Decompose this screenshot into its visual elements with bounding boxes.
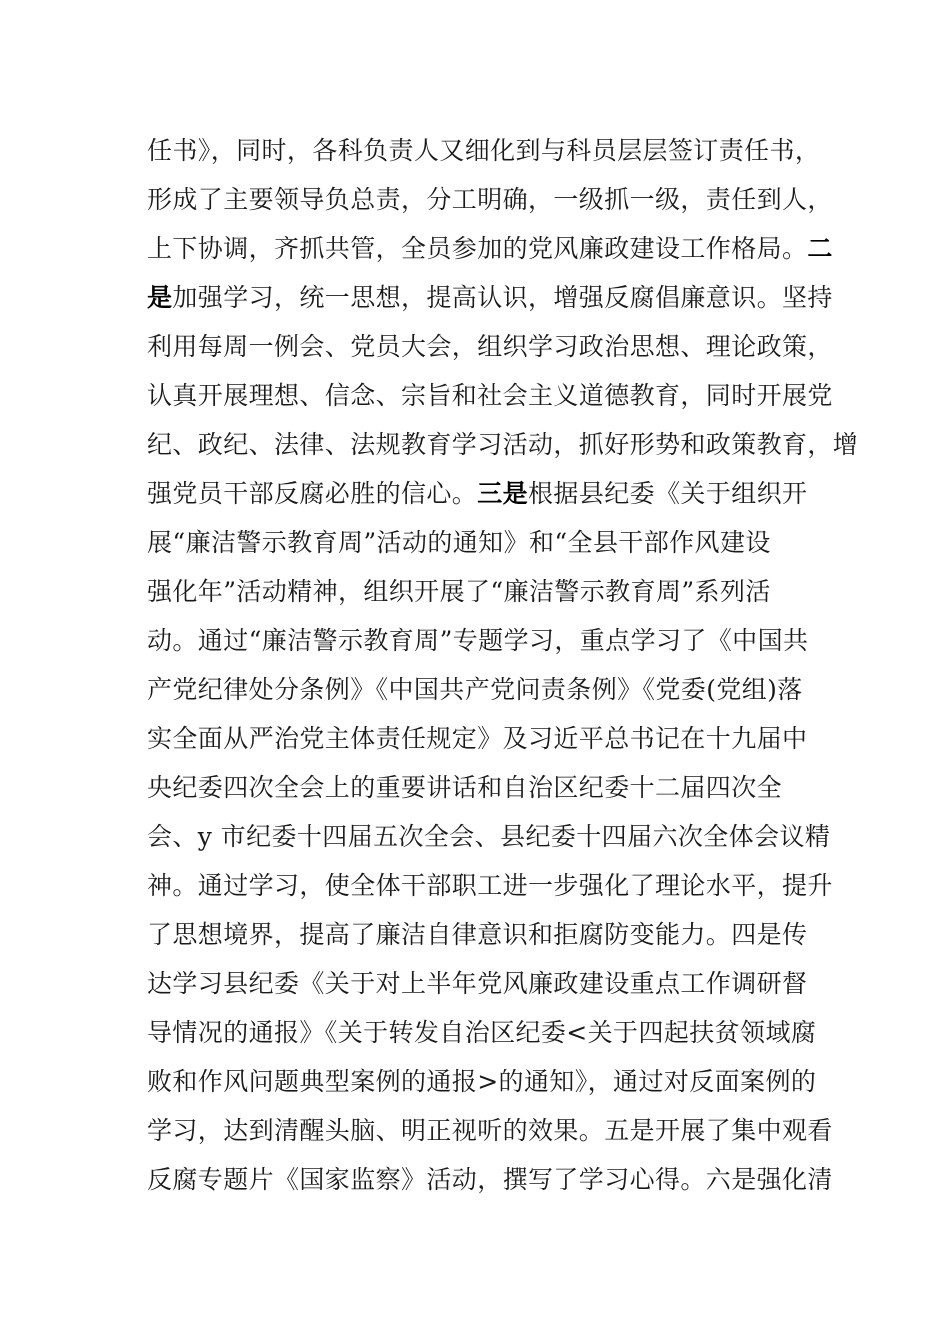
text-line-2 bbox=[147, 175, 833, 224]
text-line-11 bbox=[147, 616, 807, 665]
line-text: 形成了主要领导负总责，分工明确，一级抓一级，责任到人， bbox=[147, 185, 833, 214]
text-line-14 bbox=[147, 763, 807, 812]
line-text: 会、y 市纪委十四届五次全会、县纪委十四届六次全体会议精 bbox=[147, 822, 831, 851]
line-text: 产党纪律处分条例》《中国共产党问责条例》《党委(党组)落 bbox=[147, 675, 803, 704]
line-text: 导情况的通报》《关于转发自治区纪委<关于四起扶贫领域腐 bbox=[147, 1018, 817, 1047]
text-line-13 bbox=[147, 714, 807, 763]
text-line-1 bbox=[147, 126, 821, 175]
line-text: 上下协调，齐抓共管，全员参加的党风廉政建设工作格局。 bbox=[147, 234, 808, 263]
line-text: 央纪委四次全会上的重要讲话和自治区纪委十二届四次全 bbox=[147, 773, 783, 802]
text-line-10 bbox=[147, 567, 807, 616]
text-line-20 bbox=[147, 1057, 817, 1106]
line-text: 实全面从严治党主体责任规定》及习近平总书记在十九届中 bbox=[147, 724, 808, 753]
bold-marker: 二 bbox=[807, 234, 833, 263]
text-line-6 bbox=[147, 371, 833, 420]
text-line-12 bbox=[147, 665, 807, 714]
line-text: 了思想境界，提高了廉洁自律意识和拒腐防变能力。四是传 bbox=[147, 920, 808, 949]
line-text: 加强学习，统一思想，提高认识，增强反腐倡廉意识。坚持 bbox=[172, 283, 833, 312]
text-line-17 bbox=[147, 910, 807, 959]
text-line-5 bbox=[147, 322, 833, 371]
line-text: 反腐专题片《国家监察》活动，撰写了学习心得。六是强化清 bbox=[147, 1165, 833, 1194]
line-text: 强化年”活动精神，组织开展了“廉洁警示教育周”系列活 bbox=[147, 577, 771, 606]
line-text: 展“廉洁警示教育周”活动的通知》和“全县干部作风建设 bbox=[147, 528, 771, 557]
text-line-22 bbox=[147, 1155, 833, 1204]
body-text bbox=[147, 126, 859, 1204]
line-text: 达学习县纪委《关于对上半年党风廉政建设重点工作调研督 bbox=[147, 969, 808, 998]
line-text: 利用每周一例会、党员大会，组织学习政治思想、理论政策， bbox=[147, 332, 833, 361]
bold-marker: 三是 bbox=[477, 479, 529, 508]
text-line-8 bbox=[147, 469, 807, 518]
text-line-15 bbox=[147, 812, 831, 861]
text-line-4 bbox=[147, 273, 833, 322]
text-line-7 bbox=[147, 420, 859, 469]
line-text: 任书》，同时，各科负责人又细化到与科员层层签订责任书， bbox=[147, 136, 821, 165]
line-text: 败和作风问题典型案例的通报>的通知》，通过对反面案例的 bbox=[147, 1067, 817, 1096]
line-text: 强党员干部反腐必胜的信心。 bbox=[147, 479, 478, 508]
text-line-18 bbox=[147, 959, 807, 1008]
line-text: 认真开展理想、信念、宗旨和社会主义道德教育，同时开展党 bbox=[147, 381, 833, 410]
line-text: 根据县纪委《关于组织开 bbox=[528, 479, 808, 508]
line-text: 动。通过“廉洁警示教育周”专题学习，重点学习了《中国共 bbox=[147, 626, 809, 655]
text-line-21 bbox=[147, 1106, 833, 1155]
line-text: 神。通过学习，使全体干部职工进一步强化了理论水平，提升 bbox=[147, 871, 833, 900]
text-line-19 bbox=[147, 1008, 817, 1057]
text-line-16 bbox=[147, 861, 833, 910]
line-text: 学习，达到清醒头脑、明正视听的效果。五是开展了集中观看 bbox=[147, 1116, 833, 1145]
text-line-3 bbox=[147, 224, 833, 273]
bold-marker: 是 bbox=[147, 283, 173, 312]
text-line-9 bbox=[147, 518, 807, 567]
line-text: 纪、政纪、法律、法规教育学习活动，抓好形势和政策教育，增 bbox=[147, 430, 859, 459]
